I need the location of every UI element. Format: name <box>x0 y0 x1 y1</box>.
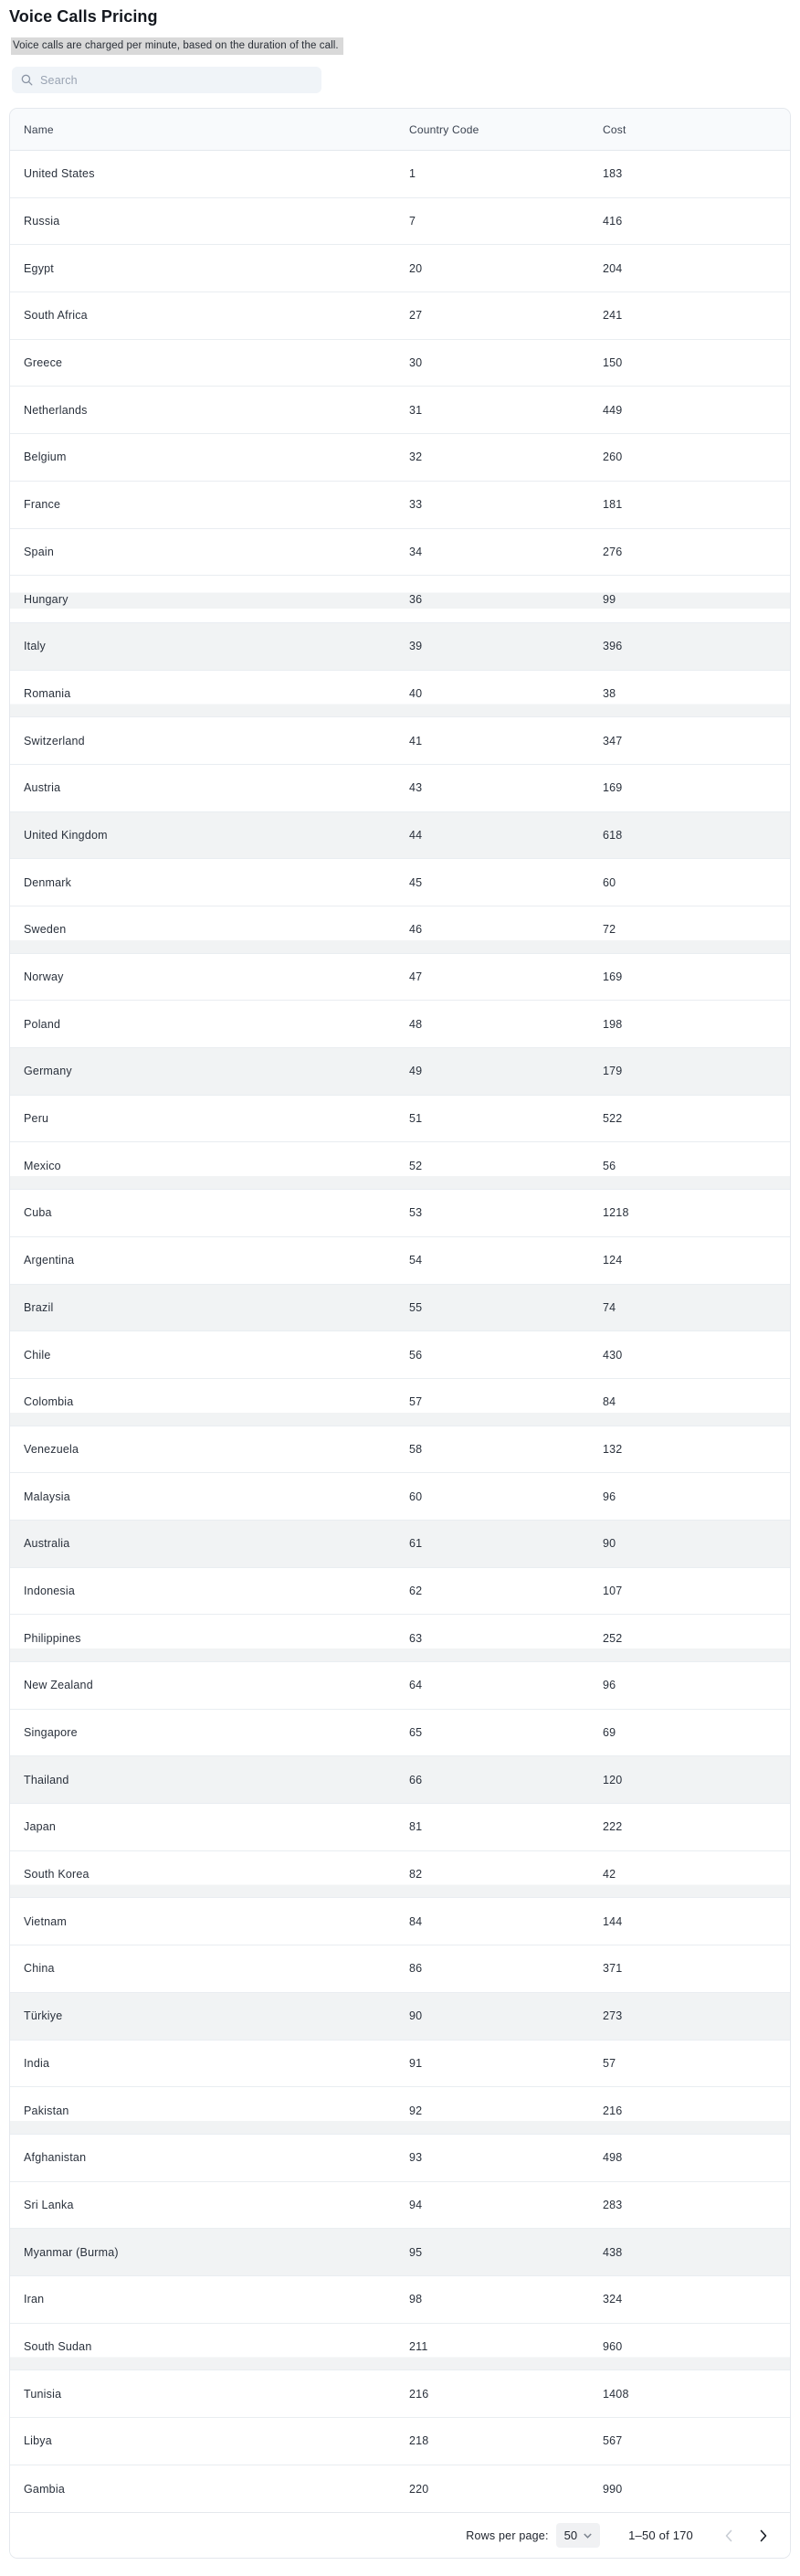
cell-cost: 222 <box>603 1820 623 1834</box>
cell-country-name: Philippines <box>24 1631 81 1645</box>
cell-country-name: Chile <box>24 1348 51 1362</box>
pagination-bar <box>10 2512 790 2558</box>
cell-country-name: Türkiye <box>24 2009 63 2023</box>
cell-country-name: United States <box>24 167 95 181</box>
cell-country-name: Mexico <box>24 1159 61 1172</box>
cell-country-name: Venezuela <box>24 1442 79 1456</box>
cell-country-name: Sri Lanka <box>24 2198 74 2211</box>
search-placeholder: Search <box>40 73 78 87</box>
table-body <box>10 151 790 2512</box>
table-row <box>10 1426 790 1474</box>
cell-cost: 371 <box>603 1962 623 1976</box>
next-page-button[interactable] <box>755 2526 772 2546</box>
cell-country-code: 90 <box>409 2009 423 2023</box>
cell-country-name: South Sudan <box>24 2339 92 2353</box>
page-subtitle: Voice calls are charged per minute, based on the duration of the call. <box>11 37 343 55</box>
table-row <box>10 1379 790 1426</box>
previous-page-button[interactable] <box>721 2526 737 2546</box>
cell-cost: 179 <box>603 1065 623 1078</box>
cell-cost: 260 <box>603 451 623 464</box>
cell-country-code: 63 <box>409 1631 423 1645</box>
cell-country-code: 66 <box>409 1773 423 1786</box>
cell-country-code: 44 <box>409 828 423 842</box>
cell-cost: 198 <box>603 1017 623 1031</box>
cell-country-code: 61 <box>409 1537 423 1551</box>
cell-country-code: 40 <box>409 686 423 700</box>
table-row <box>10 529 790 577</box>
cell-cost: 56 <box>603 1159 616 1172</box>
table-row <box>10 1804 790 1851</box>
cell-cost: 144 <box>603 1914 623 1928</box>
cell-country-code: 47 <box>409 970 423 984</box>
cell-country-code: 30 <box>409 356 423 370</box>
cell-cost: 38 <box>603 686 616 700</box>
cell-country-name: Sweden <box>24 923 67 937</box>
cell-cost: 204 <box>603 261 623 275</box>
table-row <box>10 671 790 718</box>
table-row <box>10 1285 790 1332</box>
cell-country-code: 34 <box>409 545 423 558</box>
cell-country-code: 211 <box>409 2339 428 2353</box>
cell-country-code: 33 <box>409 498 423 512</box>
cell-country-name: Belgium <box>24 451 67 464</box>
table-header-row <box>10 109 790 151</box>
table-row <box>10 482 790 529</box>
pagination-range-label: 1–50 of 170 <box>628 2528 693 2543</box>
cell-cost: 107 <box>603 1584 623 1597</box>
cell-cost: 90 <box>603 1537 616 1551</box>
cell-country-code: 51 <box>409 1112 423 1126</box>
cell-country-code: 94 <box>409 2198 423 2211</box>
cell-country-code: 32 <box>409 451 423 464</box>
cell-cost: 960 <box>603 2339 623 2353</box>
table-row <box>10 2135 790 2182</box>
table-row <box>10 765 790 812</box>
pricing-table <box>9 108 791 2559</box>
table-row <box>10 1001 790 1048</box>
table-row <box>10 859 790 906</box>
cell-cost: 84 <box>603 1395 616 1409</box>
chevron-right-icon <box>759 2529 768 2542</box>
caret-down-icon <box>584 2533 592 2539</box>
cell-cost: 96 <box>603 1679 616 1692</box>
cell-country-code: 64 <box>409 1679 423 1692</box>
table-row <box>10 576 790 623</box>
cell-cost: 990 <box>603 2482 623 2496</box>
cell-country-name: Australia <box>24 1537 70 1551</box>
cell-cost: 438 <box>603 2245 623 2259</box>
cell-country-code: 93 <box>409 2151 423 2165</box>
cell-cost: 216 <box>603 2104 623 2117</box>
table-row <box>10 2418 790 2465</box>
table-row <box>10 1237 790 1285</box>
rows-per-page-label: Rows per page: <box>466 2528 549 2542</box>
cell-cost: 416 <box>603 215 623 228</box>
cell-cost: 150 <box>603 356 623 370</box>
cell-country-code: 31 <box>409 403 423 417</box>
table-row <box>10 1898 790 1945</box>
cell-country-name: Libya <box>24 2434 52 2448</box>
table-row <box>10 1096 790 1143</box>
cell-country-name: South Africa <box>24 309 88 323</box>
cell-country-name: Norway <box>24 970 64 984</box>
search-input[interactable] <box>12 67 321 93</box>
table-row <box>10 387 790 434</box>
cell-country-name: Italy <box>24 640 46 653</box>
table-row <box>10 1756 790 1804</box>
search-icon <box>21 74 33 86</box>
cell-country-name: Argentina <box>24 1254 75 1267</box>
cell-cost: 69 <box>603 1726 616 1740</box>
table-row <box>10 2276 790 2324</box>
table-row <box>10 2087 790 2135</box>
column-header-name: Name <box>24 122 54 136</box>
cell-country-code: 84 <box>409 1914 423 1928</box>
table-row <box>10 1710 790 1757</box>
cell-country-code: 53 <box>409 1206 423 1220</box>
cell-country-code: 92 <box>409 2104 423 2117</box>
cell-country-name: South Korea <box>24 1868 89 1882</box>
cell-cost: 132 <box>603 1442 623 1456</box>
cell-country-name: Iran <box>24 2293 45 2306</box>
cell-country-name: Thailand <box>24 1773 69 1786</box>
cell-country-code: 220 <box>409 2482 429 2496</box>
cell-cost: 72 <box>603 923 616 937</box>
cell-country-name: Egypt <box>24 261 54 275</box>
cell-cost: 449 <box>603 403 623 417</box>
table-row <box>10 340 790 387</box>
cell-country-name: China <box>24 1962 55 1976</box>
cell-cost: 1218 <box>603 1206 629 1220</box>
cell-country-code: 60 <box>409 1489 423 1503</box>
cell-country-name: Afghanistan <box>24 2151 87 2165</box>
cell-country-name: France <box>24 498 61 512</box>
cell-country-code: 49 <box>409 1065 423 1078</box>
table-row <box>10 1190 790 1237</box>
column-header-cost: Cost <box>603 122 626 136</box>
cell-country-code: 81 <box>409 1820 423 1834</box>
cell-cost: 347 <box>603 734 623 747</box>
cell-country-name: Germany <box>24 1065 72 1078</box>
table-row <box>10 1993 790 2041</box>
cell-cost: 522 <box>603 1112 623 1126</box>
cell-cost: 181 <box>603 498 623 512</box>
cell-country-name: Denmark <box>24 875 72 889</box>
cell-country-code: 54 <box>409 1254 423 1267</box>
cell-country-name: Spain <box>24 545 54 558</box>
table-row <box>10 1851 790 1899</box>
cell-cost: 324 <box>603 2293 623 2306</box>
cell-cost: 276 <box>603 545 623 558</box>
table-row <box>10 1048 790 1096</box>
cell-country-code: 45 <box>409 875 423 889</box>
cell-country-code: 57 <box>409 1395 423 1409</box>
cell-country-name: Greece <box>24 356 63 370</box>
cell-cost: 169 <box>603 781 623 795</box>
cell-country-name: Japan <box>24 1820 57 1834</box>
cell-country-name: New Zealand <box>24 1679 93 1692</box>
cell-cost: 283 <box>603 2198 623 2211</box>
cell-country-code: 55 <box>409 1300 423 1314</box>
cell-country-name: Gambia <box>24 2482 65 2496</box>
table-row <box>10 2465 790 2513</box>
table-row <box>10 954 790 1002</box>
cell-country-name: India <box>24 2056 50 2070</box>
cell-country-name: Colombia <box>24 1395 74 1409</box>
cell-cost: 74 <box>603 1300 616 1314</box>
cell-country-code: 95 <box>409 2245 423 2259</box>
chevron-left-icon <box>724 2529 733 2542</box>
table-row <box>10 198 790 246</box>
table-row <box>10 1615 790 1662</box>
cell-country-code: 216 <box>409 2387 429 2401</box>
cell-country-name: United Kingdom <box>24 828 108 842</box>
table-row <box>10 1945 790 1993</box>
cell-country-name: Vietnam <box>24 1914 68 1928</box>
cell-country-code: 56 <box>409 1348 423 1362</box>
table-row <box>10 1142 790 1190</box>
cell-country-code: 39 <box>409 640 423 653</box>
cell-cost: 96 <box>603 1489 616 1503</box>
cell-cost: 430 <box>603 1348 623 1362</box>
cell-cost: 57 <box>603 2056 616 2070</box>
table-row <box>10 2182 790 2230</box>
cell-country-name: Switzerland <box>24 734 85 747</box>
page-title: Voice Calls Pricing <box>9 7 158 26</box>
cell-country-name: Pakistan <box>24 2104 69 2117</box>
cell-cost: 42 <box>603 1868 616 1882</box>
table-row <box>10 623 790 671</box>
cell-cost: 618 <box>603 828 623 842</box>
cell-country-code: 27 <box>409 309 423 323</box>
cell-cost: 241 <box>603 309 623 323</box>
cell-cost: 273 <box>603 2009 623 2023</box>
cell-country-code: 62 <box>409 1584 423 1597</box>
cell-country-code: 7 <box>409 215 416 228</box>
cell-country-code: 58 <box>409 1442 423 1456</box>
table-row <box>10 245 790 292</box>
cell-country-code: 52 <box>409 1159 423 1172</box>
cell-country-name: Romania <box>24 686 71 700</box>
cell-country-code: 43 <box>409 781 423 795</box>
cell-country-name: Tunisia <box>24 2387 62 2401</box>
cell-country-name: Singapore <box>24 1726 78 1740</box>
cell-cost: 1408 <box>603 2387 629 2401</box>
rows-per-page-select[interactable] <box>556 2523 600 2548</box>
cell-cost: 169 <box>603 970 623 984</box>
cell-country-name: Hungary <box>24 592 68 606</box>
table-row <box>10 1473 790 1521</box>
table-row <box>10 1568 790 1616</box>
cell-cost: 60 <box>603 875 616 889</box>
cell-country-code: 20 <box>409 261 423 275</box>
cell-cost: 252 <box>603 1631 623 1645</box>
table-row <box>10 717 790 765</box>
cell-country-name: Indonesia <box>24 1584 76 1597</box>
table-row <box>10 2041 790 2088</box>
cell-country-name: Russia <box>24 215 60 228</box>
column-header-country-code: Country Code <box>409 122 479 136</box>
table-row <box>10 151 790 198</box>
cell-country-name: Malaysia <box>24 1489 70 1503</box>
cell-country-code: 98 <box>409 2293 423 2306</box>
cell-cost: 120 <box>603 1773 623 1786</box>
cell-country-code: 46 <box>409 923 423 937</box>
cell-cost: 183 <box>603 167 623 181</box>
cell-cost: 567 <box>603 2434 623 2448</box>
table-row <box>10 812 790 860</box>
cell-country-name: Netherlands <box>24 403 88 417</box>
cell-country-name: Poland <box>24 1017 61 1031</box>
cell-country-name: Peru <box>24 1112 49 1126</box>
table-row <box>10 906 790 954</box>
cell-country-name: Myanmar (Burma) <box>24 2245 119 2259</box>
table-row <box>10 2324 790 2371</box>
table-row <box>10 1662 790 1710</box>
cell-country-code: 86 <box>409 1962 423 1976</box>
cell-country-code: 41 <box>409 734 423 747</box>
table-row <box>10 1521 790 1568</box>
rows-per-page-value: 50 <box>563 2528 578 2543</box>
cell-country-name: Brazil <box>24 1300 54 1314</box>
cell-country-code: 91 <box>409 2056 423 2070</box>
cell-country-name: Austria <box>24 781 61 795</box>
table-row <box>10 292 790 340</box>
cell-cost: 124 <box>603 1254 623 1267</box>
table-row <box>10 434 790 482</box>
table-row <box>10 1331 790 1379</box>
table-row <box>10 2229 790 2276</box>
cell-cost: 498 <box>603 2151 623 2165</box>
cell-country-name: Cuba <box>24 1206 52 1220</box>
cell-country-code: 65 <box>409 1726 423 1740</box>
cell-country-code: 218 <box>409 2434 429 2448</box>
cell-country-code: 36 <box>409 592 423 606</box>
cell-country-code: 82 <box>409 1868 423 1882</box>
cell-country-code: 48 <box>409 1017 423 1031</box>
table-row <box>10 2370 790 2418</box>
cell-country-code: 1 <box>409 167 416 181</box>
cell-cost: 99 <box>603 592 616 606</box>
cell-cost: 396 <box>603 640 623 653</box>
